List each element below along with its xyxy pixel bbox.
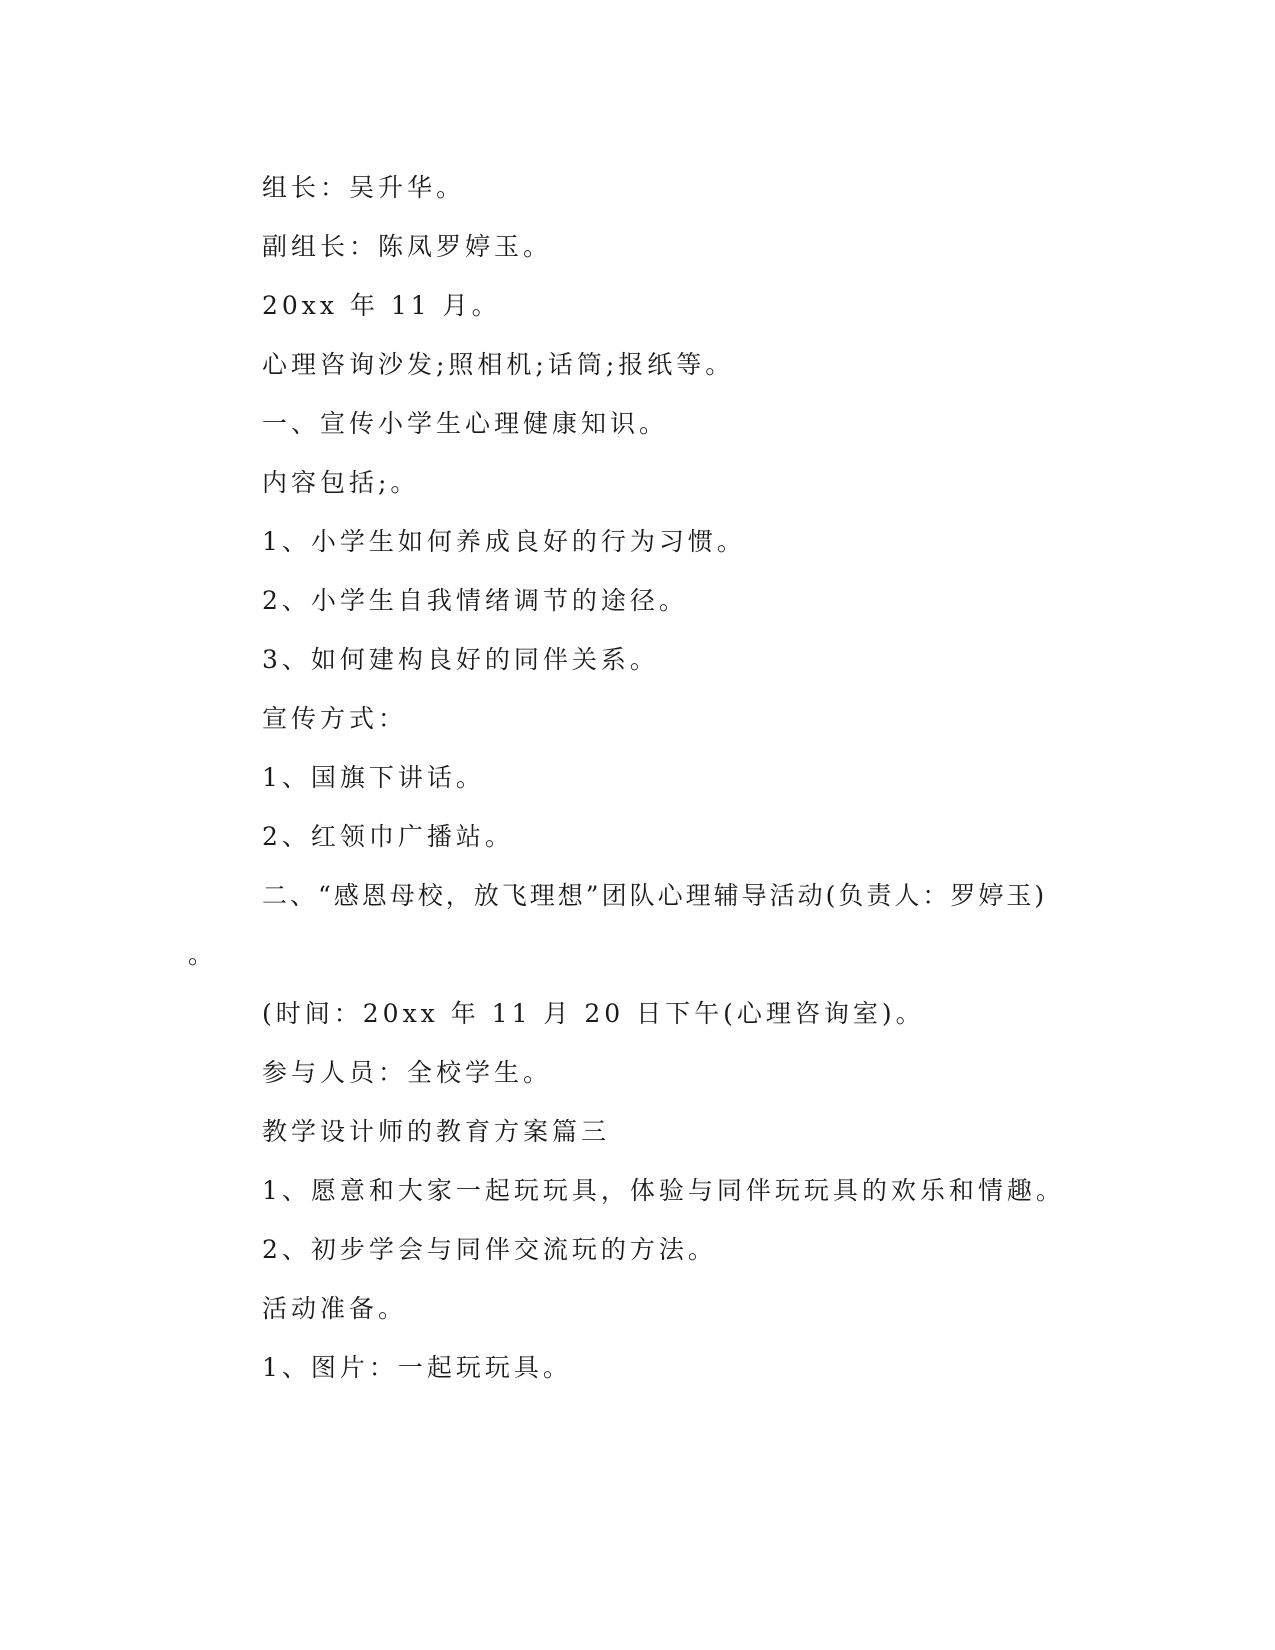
list-item: 2、初步学会与同伴交流玩的方法。 — [262, 1235, 717, 1264]
list-item: 1、愿意和大家一起玩玩具，体验与同伴玩玩具的欢乐和情趣。 — [262, 1176, 1065, 1205]
text-line: 参与人员：全校学生。 — [262, 1058, 553, 1087]
list-item: 1、小学生如何养成良好的行为习惯。 — [262, 527, 746, 556]
text-line: 20xx 年 11 月。 — [262, 291, 501, 320]
section-heading: 一、宣传小学生心理健康知识。 — [262, 409, 669, 438]
text-line: 心理咨询沙发;照相机;话筒;报纸等。 — [262, 350, 735, 379]
section-heading: 二、“感恩母校，放飞理想”团队心理辅导活动(负责人：罗婷玉) — [262, 881, 1048, 910]
list-item: 2、小学生自我情绪调节的途径。 — [262, 586, 688, 615]
text-line: 副组长：陈凤罗婷玉。 — [262, 232, 553, 261]
text-line: 内容包括;。 — [262, 468, 420, 497]
list-item: 2、红领巾广播站。 — [262, 822, 514, 851]
text-line: 活动准备。 — [262, 1294, 408, 1323]
document-title: 教学设计师的教育方案篇三 — [262, 1117, 611, 1146]
text-line-continuation: 。 — [188, 940, 218, 969]
list-item: 1、国旗下讲话。 — [262, 763, 485, 792]
text-line: 组长：吴升华。 — [262, 173, 466, 202]
text-line: (时间：20xx 年 11 月 20 日下午(心理咨询室)。 — [262, 999, 925, 1028]
text-line: 宣传方式： — [262, 704, 408, 733]
list-item: 1、图片：一起玩玩具。 — [262, 1353, 572, 1382]
list-item: 3、如何建构良好的同伴关系。 — [262, 645, 659, 674]
